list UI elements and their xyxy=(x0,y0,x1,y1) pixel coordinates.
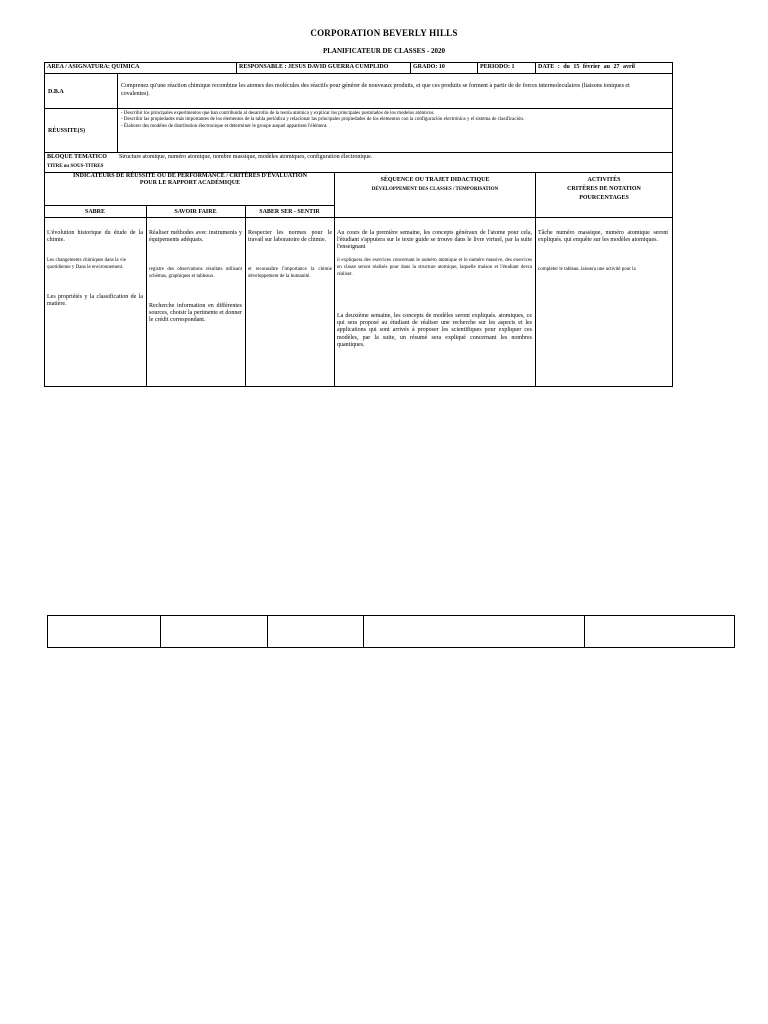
responsable-cell: RESPONSABLE : JESUS DAVID GUERRA CUMPLIDO xyxy=(239,64,389,70)
savoir-faire-item: Réaliser méthodes avec instruments y équipements adéquats. xyxy=(149,230,242,244)
sequence-paragraph: il expliquera des exercices concernant le numéro atomique et le numéro massive, des exercices en classe seront réalisés pour dans la structure atomique, laquelle maison et l'étudiant devra réaliser. xyxy=(337,258,532,278)
col-divider xyxy=(117,73,118,152)
indicateurs-header: INDICATEURS DE RÉUSSITE OU DE PERFORMANCE / CRITÈRES D'ÉVALUATION POUR LE RAPPORT ACADÉMIQUE xyxy=(72,173,308,187)
sequence-header: SÉQUENCE OU TRAJET DIDACTIQUE xyxy=(380,177,490,183)
savoir-faire-item: registre des observations résultats utilisant schémas, graphiques et tableaux. xyxy=(149,267,242,280)
sequence-subheader: DÉVELOPPEMENT DES CLASSES / TEMPORISATION xyxy=(371,187,499,192)
col-divider xyxy=(535,172,536,387)
saber-ser-header: SABER SER - SENTIR xyxy=(259,209,320,215)
activites-header: ACTIVITÉS xyxy=(587,177,621,183)
saber-ser-item: Respecter les normes pour le travail sur laboratoire de chimie. xyxy=(248,230,332,244)
sequence-paragraph: Au cours de la première semaine, les concepts généraux de l'atome pour cela, l'étudiant s'appuiera sur le texte guide se trouve dans le livre virtuel, par la suite l'enseignant xyxy=(337,230,532,251)
bloque-text: Structure atomique, numéro atomique, nombre massique, modèles atomiques, configuration électronique. xyxy=(119,154,373,160)
empty-table-divider xyxy=(160,615,161,648)
sabre-item: Les propriétés y la classification de la matière. xyxy=(47,294,143,308)
reussite-line: - Élaborer des modèles de distribution électronique et déterminer le groupe auquel appartient l'élément. xyxy=(121,123,328,129)
col-divider xyxy=(146,205,147,387)
periodo-cell: PERIODO: 1 xyxy=(480,64,515,70)
area-cell: AREA / ASIGNATURA: QUÍMICA xyxy=(47,64,140,70)
sabre-item: Les changements chimiques dans la vie quotidienne y Dans le environnement. xyxy=(47,258,127,271)
row-divider xyxy=(44,73,673,74)
saber-ser-item: et reconnaître l'importance la chimie développement de la humanité. xyxy=(248,267,332,280)
savoir-faire-item: Recherche information en différentes sources, choisir la pertinente et donner le crédit correspondant. xyxy=(149,303,242,324)
document-subtitle: PLANIFICATEUR DE CLASSES - 2020 xyxy=(322,47,445,55)
criteres-header: CRITÈRES DE NOTATION xyxy=(567,186,641,192)
reussite-line: - Describir las propiedades más importantes de los elementos de la tabla periódica y relacionar las principales propiedades de los elementos con la configuración electrónica y el sistema de clasificación. xyxy=(121,117,525,123)
sequence-paragraph: La deuxième semaine, les concepts de modèles seront expliqués. atomiques, ce qui sera proposé au étudiant de réaliser une recherche sur les aspects et les applications qui sont arrivés à proposer les scientifiques pour expliquer ces modèles, par la suite, un résumé sera expliqué concernant les nombres quantiques. xyxy=(337,313,532,348)
empty-table-divider xyxy=(363,615,364,648)
activites-item: compléter le tableau. laissera une activité pour la xyxy=(538,267,636,272)
dba-text: Comprenez qu'une réaction chimique recombine les atomes des molécules des réactifs pour générer de nouveaux produits, et que ces produits se forment à partir de de forces intermoleculaires (liaisons ioniques et covalentes). xyxy=(121,83,630,97)
sabre-header: SABRE xyxy=(84,209,105,215)
row-divider xyxy=(44,217,673,218)
col-divider xyxy=(236,62,237,73)
savoir-faire-header: SAVOIR FAIRE xyxy=(174,209,217,215)
empty-table-divider xyxy=(267,615,268,648)
empty-table-divider xyxy=(584,615,585,648)
row-divider xyxy=(44,152,673,153)
col-divider xyxy=(245,205,246,387)
date-cell: DATE : du 15 février au 27 avril xyxy=(538,64,635,70)
reussite-line: - Describir los principales experimentos que han contribuido al desarrollo de la teoría atómica y explicar los principales postulados de los modelos atómicos. xyxy=(121,111,435,116)
bloque-label: BLOQUE TEMATICO xyxy=(47,154,107,160)
sabre-item: L'évolution historique du étude de la chimie. xyxy=(47,230,143,244)
col-divider xyxy=(334,172,335,387)
col-divider xyxy=(535,62,536,73)
row-divider xyxy=(44,108,673,109)
activites-item: Tâche numéro massique, numéro atomique seront expliqués. qui enquête sur les modèles atomiques. xyxy=(538,230,668,244)
empty-table xyxy=(47,615,735,648)
reussite-text xyxy=(121,111,669,130)
pourcentages-header: POURCENTAGES xyxy=(579,195,629,201)
row-divider xyxy=(44,205,334,206)
bloque-sublabel: TITRE ou SOUS-TITRES xyxy=(47,164,104,169)
reussite-label: RÉUSSITE(S) xyxy=(48,128,86,134)
dba-label: D.B.A xyxy=(48,89,64,95)
grado-cell: GRADO: 10 xyxy=(413,64,445,70)
col-divider xyxy=(477,62,478,73)
document-title: CORPORATION BEVERLY HILLS xyxy=(310,28,458,38)
